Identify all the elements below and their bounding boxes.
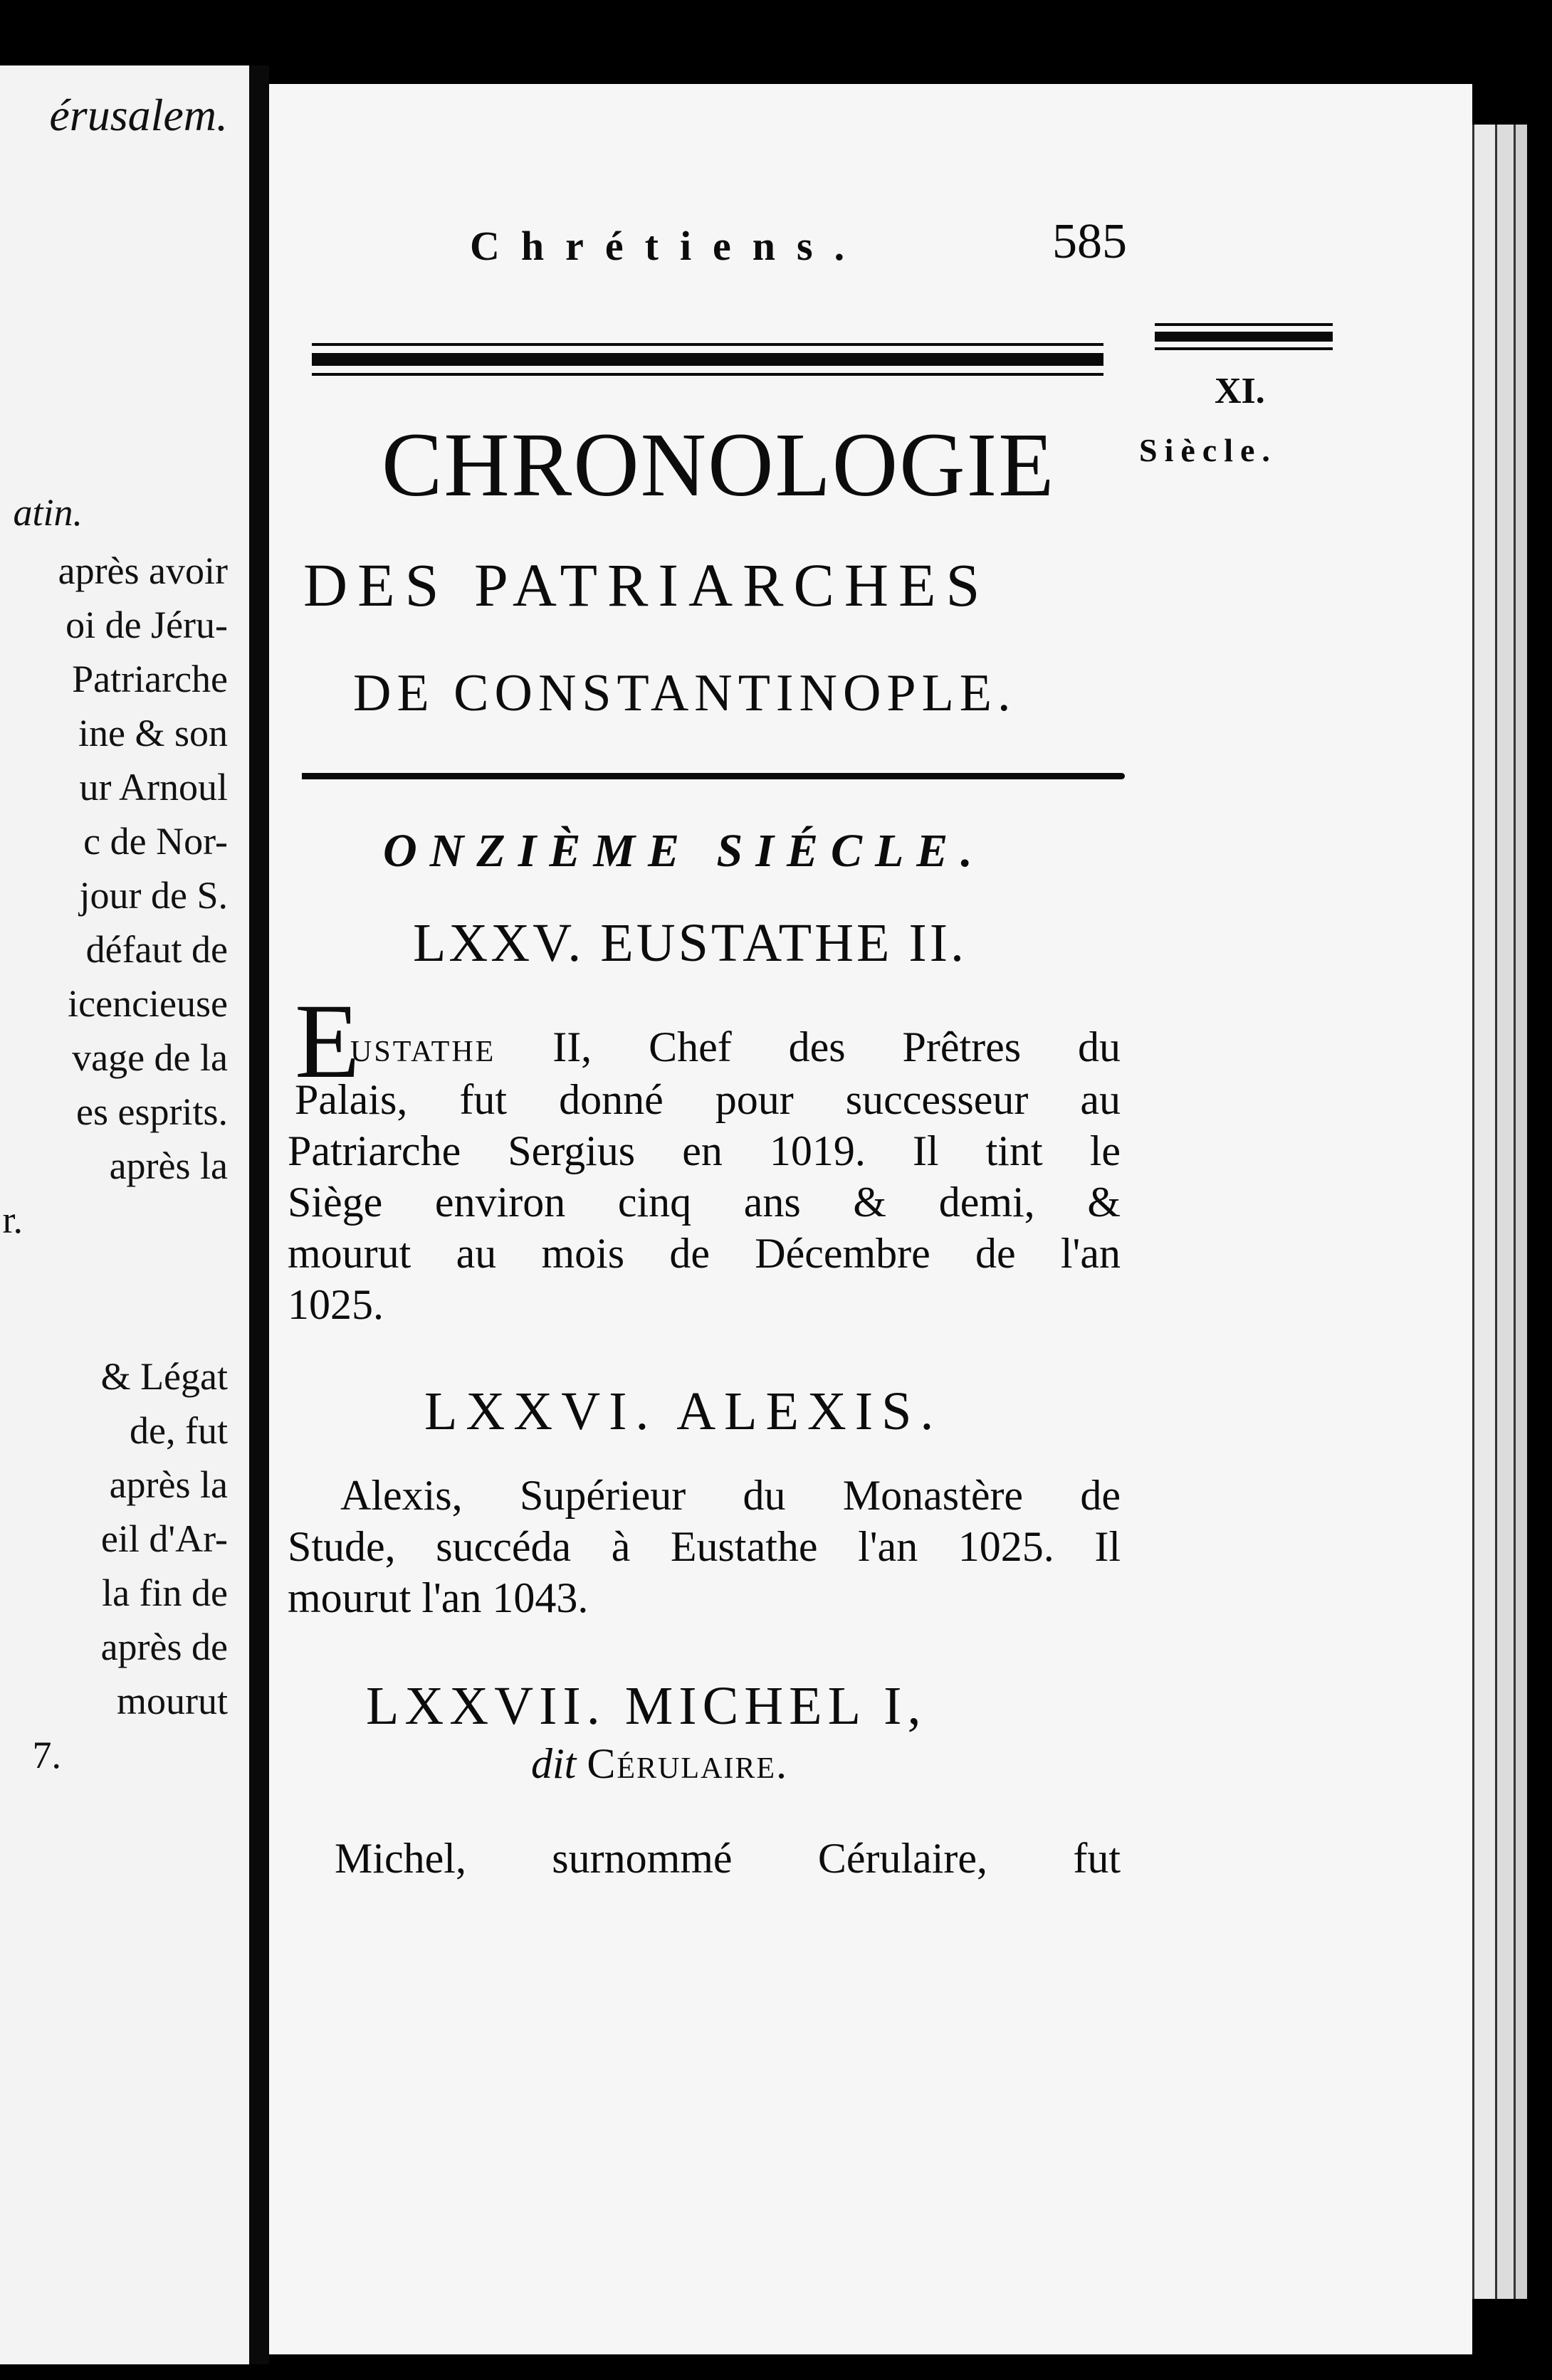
body-line: 1025. <box>288 1281 384 1328</box>
body-line: Alexis, Supérieur du Monastère de <box>340 1472 1121 1519</box>
left-page-line: c de Nor- <box>83 820 228 863</box>
chapter-title: CHRONOLOGIE <box>382 414 1056 515</box>
left-page-line: Patriarche <box>72 658 228 700</box>
body-line: Siège environ cinq ans & demi, & <box>288 1179 1121 1226</box>
left-page-line: ur Arnoul <box>79 766 228 809</box>
left-page-line: 7. <box>32 1734 61 1776</box>
first-line-rest: II, Chef des Prêtres du <box>552 1023 1121 1070</box>
first-word-small-caps: ustathe <box>350 1023 496 1070</box>
left-page-line: eil d'Ar- <box>100 1517 228 1560</box>
body-line: Michel, surnommé Cérulaire, fut <box>335 1835 1121 1882</box>
left-page-line: oi de Jéru- <box>65 604 228 646</box>
left-page-line: r. <box>2 1199 23 1241</box>
entry-heading: LXXV. EUSTATHE II. <box>413 913 968 973</box>
body-line: Patriarche Sergius en 1019. Il tint le <box>288 1127 1121 1174</box>
left-page-line: ine & son <box>78 712 228 754</box>
facing-page-left <box>0 65 251 2364</box>
left-page-line: après la <box>109 1463 228 1506</box>
running-head: Chrétiens. <box>470 223 866 269</box>
margin-rule <box>1155 332 1333 342</box>
margin-century-label: XI. <box>1215 371 1265 411</box>
century-heading: ONZIÈME SIÉCLE. <box>383 825 985 877</box>
left-page-line: atin. <box>13 491 83 534</box>
left-page-line: es esprits. <box>76 1090 228 1133</box>
left-page-line: icencieuse <box>68 982 228 1025</box>
body-line: mourut au mois de Décembre de l'an <box>288 1230 1121 1277</box>
left-page-line: après de <box>100 1626 228 1668</box>
entry-subheading <box>531 1739 788 1789</box>
left-page-line: la fin de <box>102 1571 228 1614</box>
left-page-line: après avoir <box>58 549 228 592</box>
title-rule <box>302 773 1125 779</box>
chapter-subtitle-2: DE CONSTANTINOPLE. <box>353 664 1017 722</box>
left-page-line: défaut de <box>85 928 228 971</box>
body-line: Palais, fut donné pour successeur au <box>295 1076 1121 1123</box>
left-page-line: jour de S. <box>79 874 228 917</box>
top-ornamental-rule <box>312 353 1103 366</box>
left-page-line: mourut <box>117 1680 228 1722</box>
dit-word: dit <box>531 1740 577 1787</box>
margin-siecle-label: Siècle. <box>1139 432 1277 468</box>
surname: Cérulaire. <box>587 1740 789 1787</box>
left-page-line: après la <box>109 1144 228 1187</box>
left-page-line: érusalem. <box>49 90 228 140</box>
page-edge <box>1472 125 1496 2299</box>
entry-heading: LXXVII. MICHEL I, <box>366 1676 927 1736</box>
page-edge <box>1514 125 1527 2299</box>
page-edge <box>1495 125 1514 2299</box>
drop-cap: E <box>295 982 360 1100</box>
body-line: Stude, succéda à Eustathe l'an 1025. Il <box>288 1523 1121 1570</box>
book-gutter <box>249 65 269 2364</box>
body-line: mourut l'an 1043. <box>288 1574 589 1621</box>
page-number: 585 <box>1052 214 1127 269</box>
left-page-line: de, fut <box>130 1409 228 1452</box>
left-page-line: & Légat <box>100 1355 228 1398</box>
body-line <box>350 1022 1121 1072</box>
chapter-subtitle-1: DES PATRIARCHES <box>303 551 990 619</box>
left-page-line: vage de la <box>72 1036 228 1079</box>
entry-heading: LXXVI. ALEXIS. <box>424 1381 943 1441</box>
